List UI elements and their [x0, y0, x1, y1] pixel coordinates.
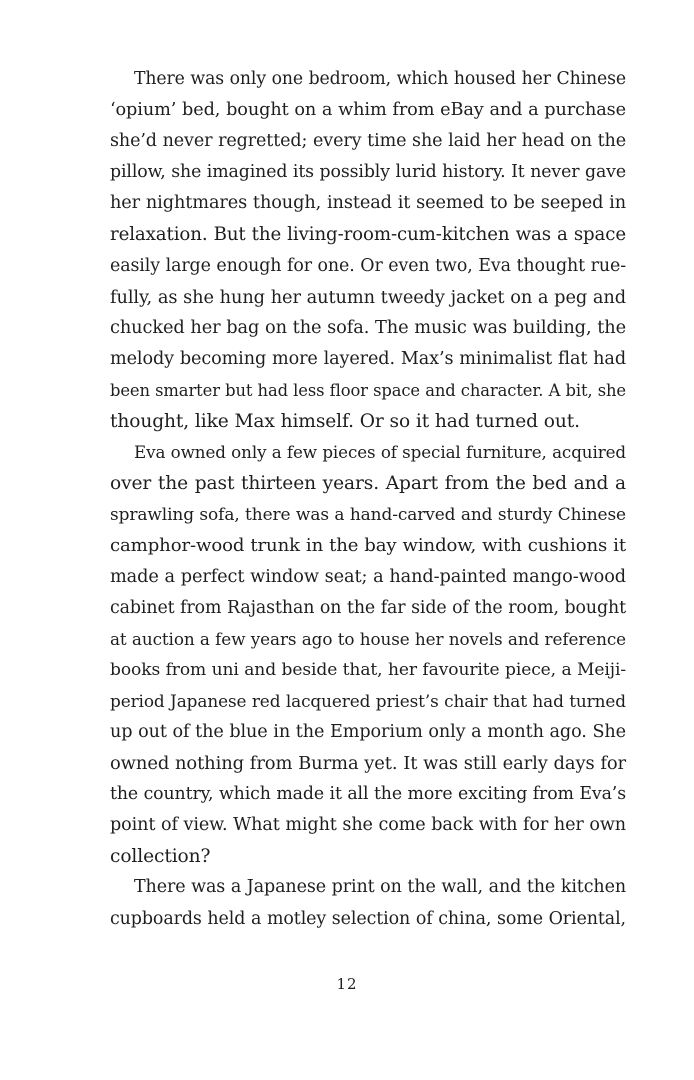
text-line: over the past thirteen years. Apart from the bed and a [110, 473, 626, 495]
text-line: camphor-wood trunk in the bay window, with cushions it [110, 535, 626, 557]
text-line: the country, which made it all the more exciting from Eva’s [110, 784, 626, 805]
text-line: collection? [110, 846, 211, 868]
page-number: 12 [336, 975, 358, 993]
text-line: made a perfect window seat; a hand-painted mango-wood [110, 566, 626, 587]
text-line: There was only one bedroom, which housed her Chinese [134, 69, 626, 89]
text-line: chucked her bag on the sofa. The music was building, the [110, 317, 626, 338]
text-line: books from uni and beside that, her favourite piece, a Meiji- [110, 659, 626, 680]
body-text [86, 64, 626, 935]
text-line: melody becoming more layered. Max’s minimalist flat had [110, 348, 626, 369]
text-line: point of view. What might she come back with for her own [110, 815, 626, 836]
text-line: cupboards held a motley selection of china, some Oriental, [110, 908, 626, 929]
text-line: owned nothing from Burma yet. It was still early days for [110, 753, 626, 775]
text-line: ‘opium’ bed, bought on a whim from eBay and a purchase [110, 100, 626, 121]
text-line: sprawling sofa, there was a hand-carved and sturdy Chinese [110, 504, 626, 525]
text-line: thought, like Max himself. Or so it had turned out. [110, 411, 580, 433]
paragraph-3 [86, 872, 626, 934]
paragraph-1 [86, 64, 626, 437]
text-line: There was a Japanese print on the wall, and the kitchen [134, 877, 626, 898]
text-line: relaxation. But the living-room-cum-kitchen was a space [110, 224, 626, 246]
text-line: her nightmares though, instead it seemed to be seeped in [110, 193, 626, 214]
text-line: period Japanese red lacquered priest’s chair that had turned [110, 690, 626, 711]
text-line: cabinet from Rajasthan on the far side of the room, bought [110, 597, 626, 618]
text-line: up out of the blue in the Emporium only a month ago. She [110, 721, 626, 742]
text-line: fully, as she hung her autumn tweedy jacket on a peg and [110, 286, 626, 308]
text-line: Eva owned only a few pieces of special furniture, acquired [134, 442, 626, 463]
text-line: at auction a few years ago to house her novels and reference [110, 628, 626, 649]
paragraph-2 [86, 437, 626, 872]
text-line: been smarter but had less floor space and character. A bit, she [110, 380, 626, 400]
text-line: easily large enough for one. Or even two, Eva thought rue- [110, 255, 626, 276]
text-line: pillow, she imagined its possibly lurid history. It never gave [110, 162, 626, 183]
text-line: she’d never regretted; every time she laid her head on the [110, 131, 626, 152]
